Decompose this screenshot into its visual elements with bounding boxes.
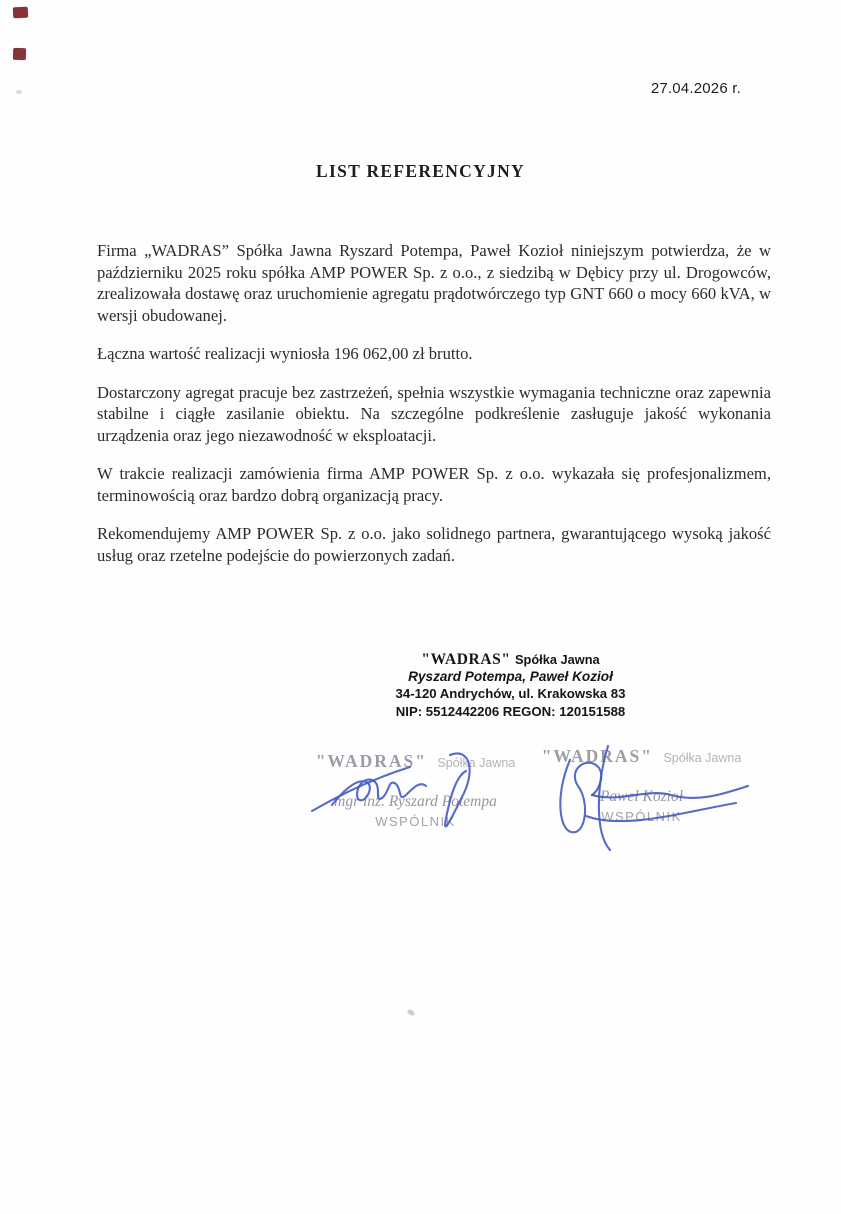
company-stamp-name-line	[368, 651, 653, 668]
document-title: LIST REFERENCYJNY	[316, 161, 525, 181]
signature-stamp-company	[298, 751, 533, 772]
signature-stamp-company-suffix: Spółka Jawna	[437, 756, 516, 770]
scan-red-mark-top	[13, 7, 29, 19]
signature-stamp-company-suffix: Spółka Jawna	[663, 751, 742, 765]
signature-signer-name: mgr inż. Ryszard Potempa	[334, 793, 497, 810]
scan-smudge-center	[406, 1008, 415, 1016]
signature-stamp-left	[298, 745, 533, 855]
paragraph-value: Łączna wartość realizacji wyniosła 196 062,00 zł brutto.	[97, 344, 473, 364]
company-stamp	[368, 651, 653, 720]
document-date: 27.04.2026 r.	[650, 80, 741, 97]
signature-block-pawel-koziol	[524, 740, 759, 850]
signature-signer-role: WSPÓLNIK	[601, 809, 682, 824]
scan-red-mark-bottom	[13, 48, 26, 60]
company-stamp-tax-ids: NIP: 5512442206 REGON: 120151588	[395, 703, 626, 719]
paragraph-recommendation: Rekomendujemy AMP POWER Sp. z o.o. jako solidnego partnera, gwarantującego wysoką jakość usług oraz rzetelne podejście do powierzonych zadań.	[97, 524, 771, 565]
signature-block-ryszard-potempa	[298, 745, 533, 855]
signature-signer-role: WSPÓLNIK	[375, 814, 456, 829]
company-stamp-owners: Ryszard Potempa, Paweł Kozioł	[408, 669, 613, 685]
signature-stamp-company-name: "WADRAS"	[315, 751, 427, 771]
company-stamp-name-suffix: Spółka Jawna	[515, 652, 600, 667]
paragraph-professionalism: W trakcie realizacji zamówienia firma AMP POWER Sp. z o.o. wykazała się profesjonalizmem, terminowością oraz bardzo dobrą organizacją pracy.	[97, 464, 771, 505]
signature-stamp-company-name: "WADRAS"	[541, 746, 653, 766]
signature-signer-name: Paweł Kozioł	[599, 788, 684, 805]
company-stamp-address: 34-120 Andrychów, ul. Krakowska 83	[395, 686, 626, 702]
signature-stamp-right	[524, 740, 759, 850]
paragraph-confirmation: Firma „WADRAS” Spółka Jawna Ryszard Potempa, Paweł Kozioł niniejszym potwierdza, że w październiku 2025 roku spółka AMP POWER Sp. z o.o., z siedzibą w Dębicy przy ul. Drogowców, zrealizowała dostawę oraz uruchomienie agregatu prądotwórczego typ GNT 660 o mocy 660 kVA, w wersji obudowanej.	[97, 241, 771, 326]
signature-stamp-company	[524, 746, 759, 767]
scan-speck-left	[16, 90, 22, 94]
company-stamp-name: "WADRAS"	[421, 651, 511, 668]
letter-body	[97, 240, 771, 583]
paragraph-quality: Dostarczony agregat pracuje bez zastrzeżeń, spełnia wszystkie wymagania techniczne oraz zapewnia stabilne i ciągłe zasilanie obiektu. Na szczególne podkreślenie zasługuje jakość wykonania urządzenia oraz jego niezawodność w eksploatacji.	[97, 382, 771, 445]
